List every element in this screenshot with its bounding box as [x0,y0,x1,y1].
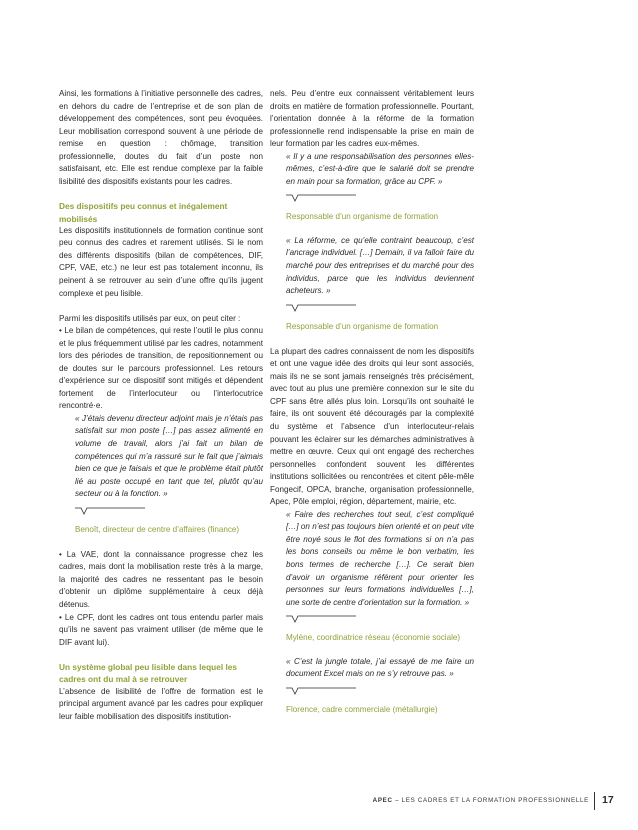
quote-source-florence: Florence, cadre commerciale (métallurgie) [286,704,438,714]
quote-source-benoit: Benoît, directeur de centre d’affaires (finance) [75,524,240,534]
list-intro: Parmi les dispositifs utilisés par eux, on peut citer : [59,313,241,323]
footer-publication: – LES CADRES ET LA FORMATION PROFESSIONNELLE [392,797,589,804]
section-heading-systeme: Un système global peu lisible dans lequel les cadres ont du mal à se retrouver [59,662,237,685]
list-item-cpf: • Le CPF, dont les cadres ont tous entendu parler mais qu’ils ne savent pas vraiment utiliser (de même que le DIF avant lui). [59,612,263,647]
section-heading-dispositifs: Des dispositifs peu connus et inégalement mobilisés [59,201,228,224]
cadres-paragraph: La plupart des cadres connaissent de nom les dispositifs et ont une vague idée des droits qui leur sont associés, mais ils ne se sont jamais renseignés très précisément, avec tout au plus une première connexion sur le site du CPF sans être allés plus loin. Lorsqu’ils ont souhaité le faire, ils ont souvent été découragés par la complexité du système et l’absence d’un interlocuteur-relais pouvant les éclairer sur les démarches administratives à mettre en œuvre. Ceux qui ont engagé des recherches personnelles confondent souvent les différentes institutions sollicitées ou rencontrées et citent pêle-mêle Fongecif, OPCA, branche, organisation professionnelle, Apec, Pôle emploi, région, département, mairie, etc. [270,346,474,507]
quote-marker-icon [75,505,263,516]
intro-paragraph: Ainsi, les formations à l’initiative personnelle des cadres, en dehors du cadre de l’entreprise et de son plan de développement des compétences, sont peu évoquées. Leur mobilisation correspond souvent à une période de remise en question : chômage, transition professionnelle, doutes du fait d’un poste non satisfaisant, etc. Elle est rendue complexe par la faible lisibilité des dispositifs existants pour les cadres. [59,89,263,186]
right-column [270,88,474,716]
quote-source-1: Responsable d’un organisme de formation [286,212,439,222]
quote-source-mylene: Mylène, coordinatrice réseau (économie sociale) [286,633,461,643]
quote-source-2: Responsable d’un organisme de formation [286,321,439,331]
quote-florence: « C’est la jungle totale, j’ai essayé de me faire un document Excel mais on ne s’y retrouve pas. » [286,656,474,679]
quote-mylene: « Faire des recherches tout seul, c’est compliqué […] on n’est pas toujours bien orienté et on peut vite être noyé sous le flot des formations si on n’a pas les bons conseils ou même le bon verbatim, les bons termes de recherche […]. Ce serait bien d’avoir un organisme référent pour orienter les personnes sur leurs formations individuelles […], une sorte de centre d’orientation sur la formation. » [286,509,474,607]
systeme-paragraph: L’absence de lisibilité de l’offre de formation est le principal argument avancé par les cadres pour expliquer leur faible mobilisation des dispositifs institution- [59,686,263,721]
footer-divider [594,792,595,810]
footer-title [373,797,589,804]
page-number: 17 [602,794,614,806]
quote-marker-icon [286,302,474,313]
quote-marker-icon [286,192,474,203]
footer-brand: APEC [372,797,393,804]
left-column [59,88,263,723]
page-footer [0,794,638,808]
continuation-paragraph: nels. Peu d’entre eux connaissent véritablement leurs droits en matière de formation professionnelle. Pourtant, l’orientation donnée à la réforme de la formation professionnelle rend indispensable la prise en main de leur formation par les cadres eux-mêmes. [270,89,474,149]
quote-responsabilisation: « Il y a une responsabilisation des personnes elles-mêmes, c’est-à-dire que le salarié doit se prendre en main pour sa formation, grâce au CPF. » [286,151,474,186]
dispositifs-paragraph: Les dispositifs institutionnels de formation continue sont peu connus des cadres et rarement utilisés. Si le nom des différents dispositifs (bilan de compétences, DIF, CPF, VAE, etc.) ne leur est pas totalement inconnu, ils peinent à se retrouver au sein d’une offre qu’ils jugent complexe et peu lisible. [59,225,263,298]
quote-reforme: « La réforme, ce qu’elle contraint beaucoup, c’est l’ancrage individuel. […] Demain, il va falloir faire du marché pour des entreprises et du marché pour des individus, parce que les individus deviennent acheteurs. » [286,235,474,296]
quote-marker-icon [286,613,474,624]
quote-marker-icon [286,685,474,696]
list-item-bilan: • Le bilan de compétences, qui reste l’outil le plus connu et le plus fréquemment utilisé par les cadres, notamment lors des périodes de transition, de repositionnement ou de doutes sur le parcours professionnel. Les retours d’expérience sur ce dispositif sont mitigés et dépendent fortement de l’interlocuteur ou l’interlocutrice rencontré·e. [59,326,263,411]
quote-benoit: « J’étais devenu directeur adjoint mais je n’étais pas satisfait sur mon poste […] pas assez alimenté en volume de travail, alors j’ai fait un bilan de compétences qui m’a rassuré sur le fait que j’aimais bien ce que je faisais et que le problème était plutôt lié au poste occupé en tant que tel, plutôt qu’au secteur ou à la fonction. » [75,413,263,499]
list-item-vae: • La VAE, dont la connaissance progresse chez les cadres, mais dont la mobilisation reste très à la marge, la majorité des cadres ne ressentant pas le besoin d’obtenir un diplôme supplémentaire à ceux déjà détenus. [59,549,263,609]
